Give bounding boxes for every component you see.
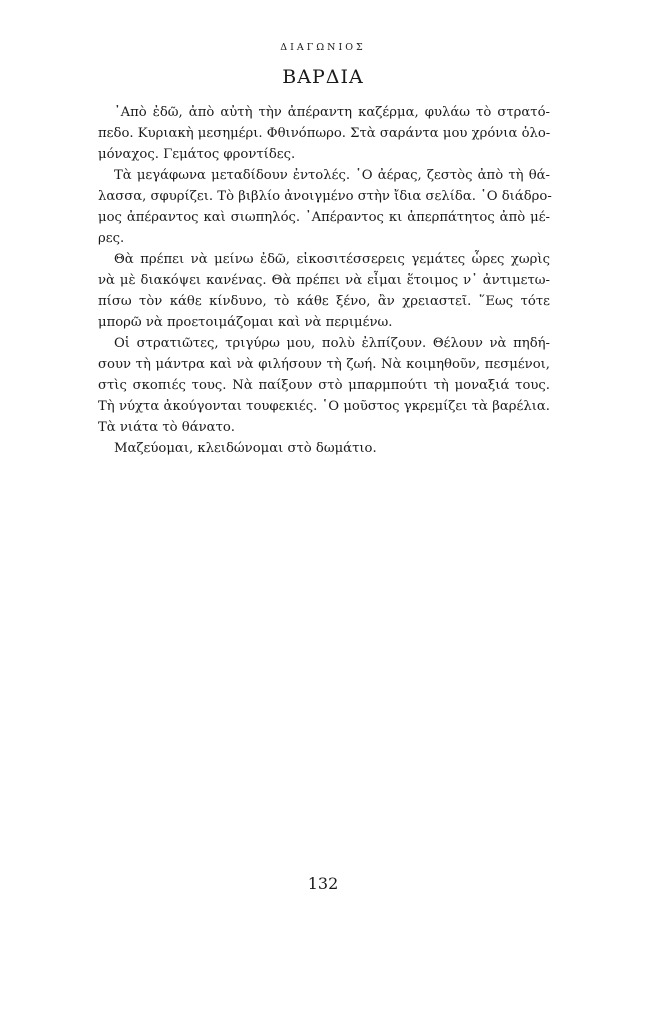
text-line: μόναχος. Γεμάτος φροντίδες.: [98, 147, 296, 162]
text-line: μπορῶ νὰ προετοιμάζομαι καὶ νὰ περιμένω.: [98, 315, 393, 330]
paragraph: [98, 333, 550, 438]
text-line: Τὰ νιάτα τὸ θάνατο.: [98, 420, 236, 435]
text-line: στὶς σκοπιές τους. Νὰ παίξουν στὸ μπαρμπούτι τὴ μοναξιά τους.: [98, 378, 550, 393]
text-line: λασσα, σφυρίζει. Τὸ βιβλίο ἀνοιγμένο στὴν ἴδια σελίδα. ῾Ο διάδρο-: [98, 189, 552, 204]
text-line: Τὴ νύχτα ἀκούγονται τουφεκιές. ῾Ο μοῦστος γκρεμίζει τὰ βαρέλια.: [98, 399, 550, 414]
paragraph: [98, 165, 550, 249]
paragraph: [98, 438, 550, 459]
text-line: Μαζεύομαι, κλειδώνομαι στὸ δωμάτιο.: [114, 441, 377, 456]
text-line: Θὰ πρέπει νὰ μείνω ἐδῶ, εἰκοσιτέσσερεις γεμάτες ὧρες χωρὶς: [114, 252, 550, 267]
text-line: Τὰ μεγάφωνα μεταδίδουν ἐντολές. ῾Ο ἀέρας, ζεστὸς ἀπὸ τὴ θά-: [114, 168, 550, 183]
poem-title: ΒΑΡΔΙΑ: [282, 66, 364, 88]
paragraph: [98, 249, 550, 333]
text-line: νὰ μὲ διακόψει κανένας. Θὰ πρέπει νὰ εἶμαι ἕτοιμος ν᾿ ἀντιμετω-: [98, 273, 550, 288]
text-line: ᾿Απὸ ἐδῶ, ἀπὸ αὐτὴ τὴν ἀπέραντη καζέρμα, φυλάω τὸ στρατό-: [114, 105, 550, 120]
page-number: 132: [307, 874, 339, 893]
text-line: μος ἀπέραντος καὶ σιωπηλός. ᾿Απέραντος κι ἀπερπάτητος ἀπὸ μέ-: [98, 210, 550, 225]
prose-poem-body: [98, 102, 550, 459]
text-line: Οἱ στρατιῶτες, τριγύρω μου, πολὺ ἐλπίζουν. Θέλουν νὰ πηδή-: [114, 336, 550, 351]
text-line: σουν τὴ μάντρα καὶ νὰ φιλήσουν τὴ ζωή. Νὰ κοιμηθοῦν, πεσμένοι,: [98, 357, 550, 372]
paragraph: [98, 102, 550, 165]
text-line: πίσω τὸν κάθε κίνδυνο, τὸ κάθε ξένο, ἂν χρειαστεῖ. ῞Εως τότε: [98, 294, 550, 309]
text-line: ρες.: [98, 231, 125, 246]
text-line: πεδο. Κυριακὴ μεσημέρι. Φθινόπωρο. Στὰ σαράντα μου χρόνια ὁλο-: [98, 126, 551, 141]
running-head: ΔΙΑΓΩΝΙΟΣ: [280, 42, 366, 53]
